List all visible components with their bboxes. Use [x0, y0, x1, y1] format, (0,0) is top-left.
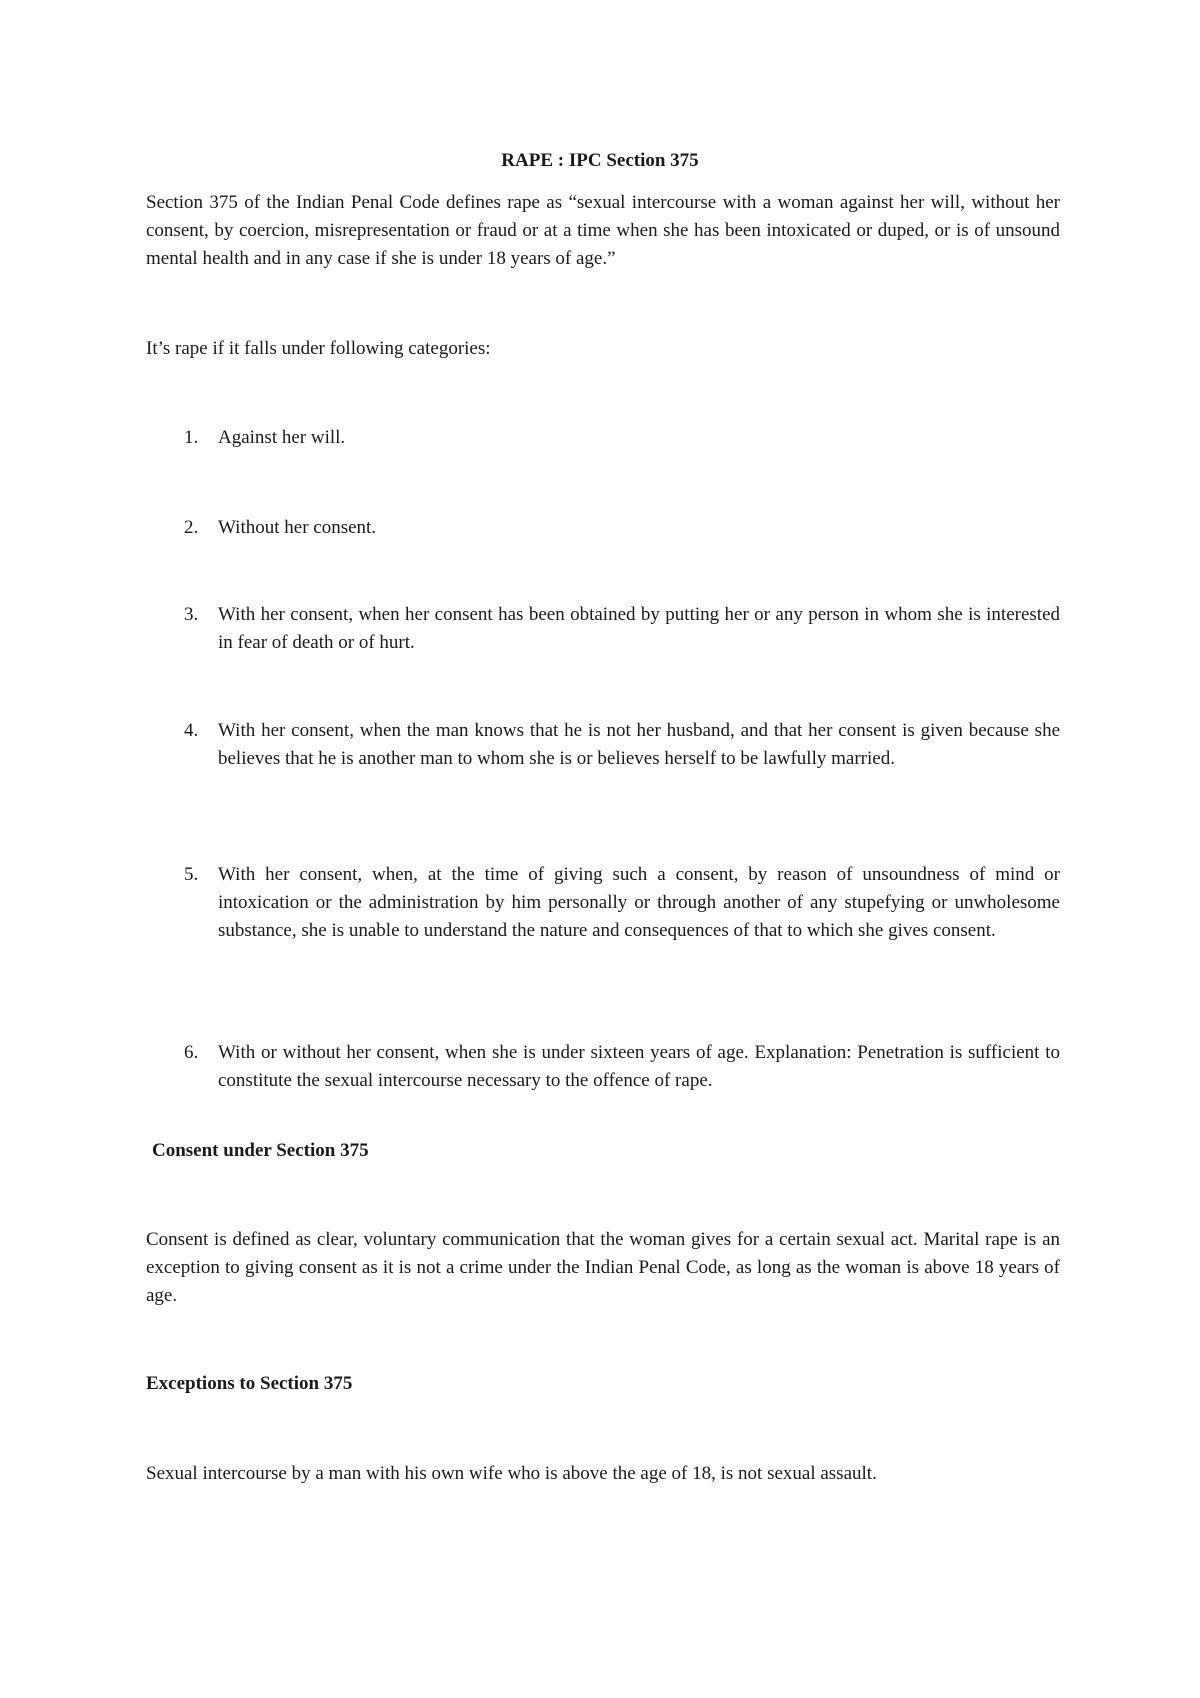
list-item-number: 4.: [184, 720, 199, 741]
list-item-number: 2.: [184, 517, 199, 538]
list-item-number: 1.: [184, 427, 199, 448]
list-item-text: With her consent, when her consent has been obtained by putting her or any person in whom she is interested in fear of death or of hurt.: [218, 604, 1060, 653]
list-item-number: 6.: [184, 1042, 199, 1063]
exceptions-heading: Exceptions to Section 375: [146, 1373, 353, 1394]
list-item-text: Without her consent.: [218, 517, 377, 538]
intro-paragraph: Section 375 of the Indian Penal Code defines rape as “sexual intercourse with a woman against her will, without her consent, by coercion, misrepresentation or fraud or at a time when she has been intoxicated or duped, or is of unsound mental health and in any case if she is under 18 years of age.”: [146, 192, 1060, 269]
page-title: RAPE : IPC Section 375: [501, 150, 699, 171]
list-item-text: With or without her consent, when she is under sixteen years of age. Explanation: Penetration is sufficient to constitute the sexual intercourse necessary to the offence of rape.: [218, 1042, 1060, 1091]
list-item-text: With her consent, when, at the time of giving such a consent, by reason of unsoundness of mind or intoxication or the administration by him personally or through another of any stupefying or unwholesome substance, she is unable to understand the nature and consequences of that to which she gives consent.: [218, 864, 1060, 941]
exceptions-paragraph: Sexual intercourse by a man with his own wife who is above the age of 18, is not sexual assault.: [146, 1463, 877, 1484]
consent-paragraph: Consent is defined as clear, voluntary communication that the woman gives for a certain sexual act. Marital rape is an exception to giving consent as it is not a crime under the Indian Penal Code, as long as the woman is above 18 years of age.: [146, 1229, 1060, 1306]
categories-lead: It’s rape if it falls under following categories:: [146, 338, 491, 359]
list-item-text: With her consent, when the man knows that he is not her husband, and that her consent is given because she believes that he is another man to whom she is or believes herself to be lawfully married.: [218, 720, 1060, 769]
consent-heading: Consent under Section 375: [152, 1140, 369, 1161]
list-item-number: 3.: [184, 604, 199, 625]
list-item-number: 5.: [184, 864, 199, 885]
list-item-text: Against her will.: [218, 427, 346, 448]
